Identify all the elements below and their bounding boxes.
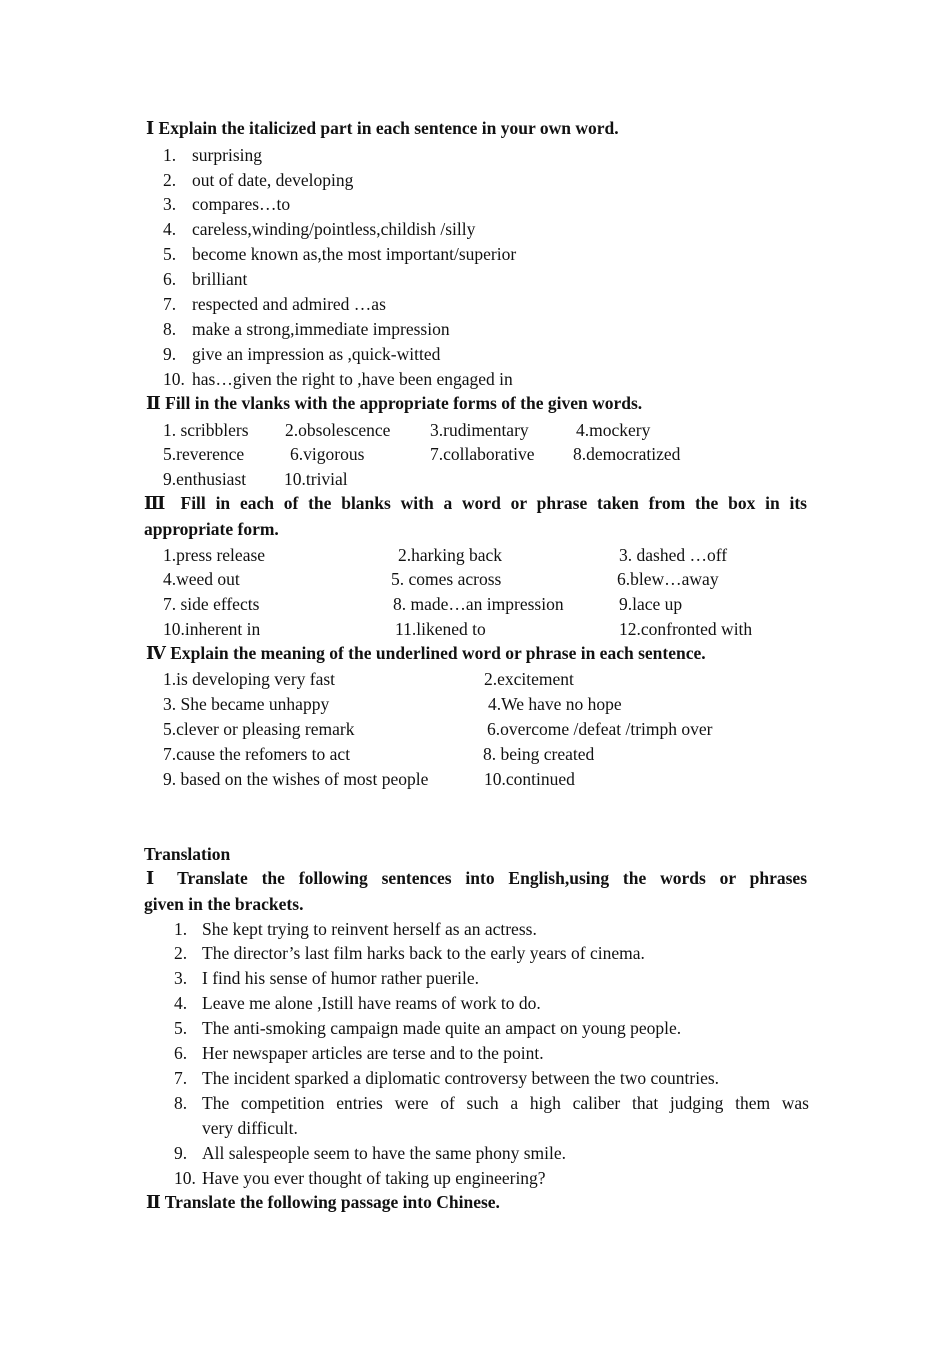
grid-cell: 7. side effects xyxy=(163,594,260,614)
grid-cell: 3.rudimentary xyxy=(430,420,529,440)
grid-cell: 10.inherent in xyxy=(163,619,261,639)
grid-cell: 8. being created xyxy=(483,744,595,764)
list-item: 3. I find his sense of humor rather puerile. xyxy=(174,968,480,988)
list-item: 7. respected and admired …as xyxy=(163,294,386,314)
list-item: 8. The competition entries were of such a high caliber that judging them was xyxy=(174,1093,809,1113)
grid-cell: 12.confronted with xyxy=(619,619,753,639)
list-item: 8. make a strong,immediate impression xyxy=(163,319,450,339)
list-item: 4. careless,winding/pointless,childish /silly xyxy=(163,219,476,239)
grid-cell: 9.enthusiast xyxy=(163,469,247,489)
grid-cell: 8. made…an impression xyxy=(393,594,564,614)
list-item: 1. She kept trying to reinvent herself as an actress. xyxy=(174,919,537,939)
section-2-heading: Ⅱ Fill in the vlanks with the appropriate forms of the given words. xyxy=(146,393,643,413)
list-item: 6. Her newspaper articles are terse and to the point. xyxy=(174,1043,544,1063)
list-item: 7. The incident sparked a diplomatic controversy between the two countries. xyxy=(174,1068,720,1088)
grid-cell: 2.obsolescence xyxy=(285,420,391,440)
list-item: 2. out of date, developing xyxy=(163,170,354,190)
grid-cell: 8.democratized xyxy=(573,444,681,464)
grid-cell: 5.reverence xyxy=(163,444,245,464)
grid-cell: 10.trivial xyxy=(284,469,348,489)
list-item: 10. Have you ever thought of taking up engineering? xyxy=(174,1168,546,1188)
grid-cell: 7.collaborative xyxy=(430,444,535,464)
grid-cell: 9. based on the wishes of most people xyxy=(163,769,429,789)
list-item: 2. The director’s last film harks back to the early years of cinema. xyxy=(174,943,645,963)
grid-cell: 6.vigorous xyxy=(290,444,365,464)
section-1-heading: Ⅰ Explain the italicized part in each sentence in your own word. xyxy=(146,118,619,138)
grid-cell: 6.overcome /defeat /trimph over xyxy=(487,719,713,739)
grid-cell: 9.lace up xyxy=(619,594,683,614)
list-item: 9. give an impression as ,quick-witted xyxy=(163,344,441,364)
translation-part-2-heading: Ⅱ Translate the following passage into Chinese. xyxy=(146,1192,500,1212)
section-4-heading: Ⅳ Explain the meaning of the underlined word or phrase in each sentence. xyxy=(146,643,706,663)
translation-title: Translation xyxy=(144,844,231,864)
list-item: 1. surprising xyxy=(163,145,262,165)
list-item: 5. The anti-smoking campaign made quite an ampact on young people. xyxy=(174,1018,682,1038)
grid-cell: 1.is developing very fast xyxy=(163,669,336,689)
list-item-cont: very difficult. xyxy=(202,1118,298,1138)
list-item: 10. has…given the right to ,have been engaged in xyxy=(163,369,513,389)
grid-cell: 3. dashed …off xyxy=(619,545,728,565)
grid-cell: 5. comes across xyxy=(391,569,502,589)
grid-cell: 11.likened to xyxy=(395,619,486,639)
grid-cell: 6.blew…away xyxy=(617,569,719,589)
grid-cell: 1.press release xyxy=(163,545,266,565)
list-item: 6. brilliant xyxy=(163,269,248,289)
grid-cell: 2.harking back xyxy=(398,545,502,565)
list-item: 9. All salespeople seem to have the same phony smile. xyxy=(174,1143,567,1163)
section-3-heading-cont: appropriate form. xyxy=(144,519,279,539)
list-item: 5. become known as,the most important/superior xyxy=(163,244,517,264)
list-item: 3. compares…to xyxy=(163,194,291,214)
grid-cell: 5.clever or pleasing remark xyxy=(163,719,355,739)
list-item: 4. Leave me alone ,Istill have reams of work to do. xyxy=(174,993,541,1013)
translation-part-1-heading: Ⅰ Translate the following sentences into English,using the words or phrases xyxy=(146,868,807,888)
grid-cell: 1. scribblers xyxy=(163,420,249,440)
grid-cell: 10.continued xyxy=(484,769,575,789)
grid-cell: 4.We have no hope xyxy=(488,694,622,714)
grid-cell: 3. She became unhappy xyxy=(163,694,330,714)
translation-part-1-heading-cont: given in the brackets. xyxy=(144,894,304,914)
grid-cell: 2.excitement xyxy=(484,669,574,689)
grid-cell: 4.weed out xyxy=(163,569,240,589)
section-3-heading: Ⅲ Fill in each of the blanks with a word or phrase taken from the box in its xyxy=(144,493,807,513)
grid-cell: 7.cause the refomers to act xyxy=(163,744,351,764)
grid-cell: 4.mockery xyxy=(576,420,651,440)
